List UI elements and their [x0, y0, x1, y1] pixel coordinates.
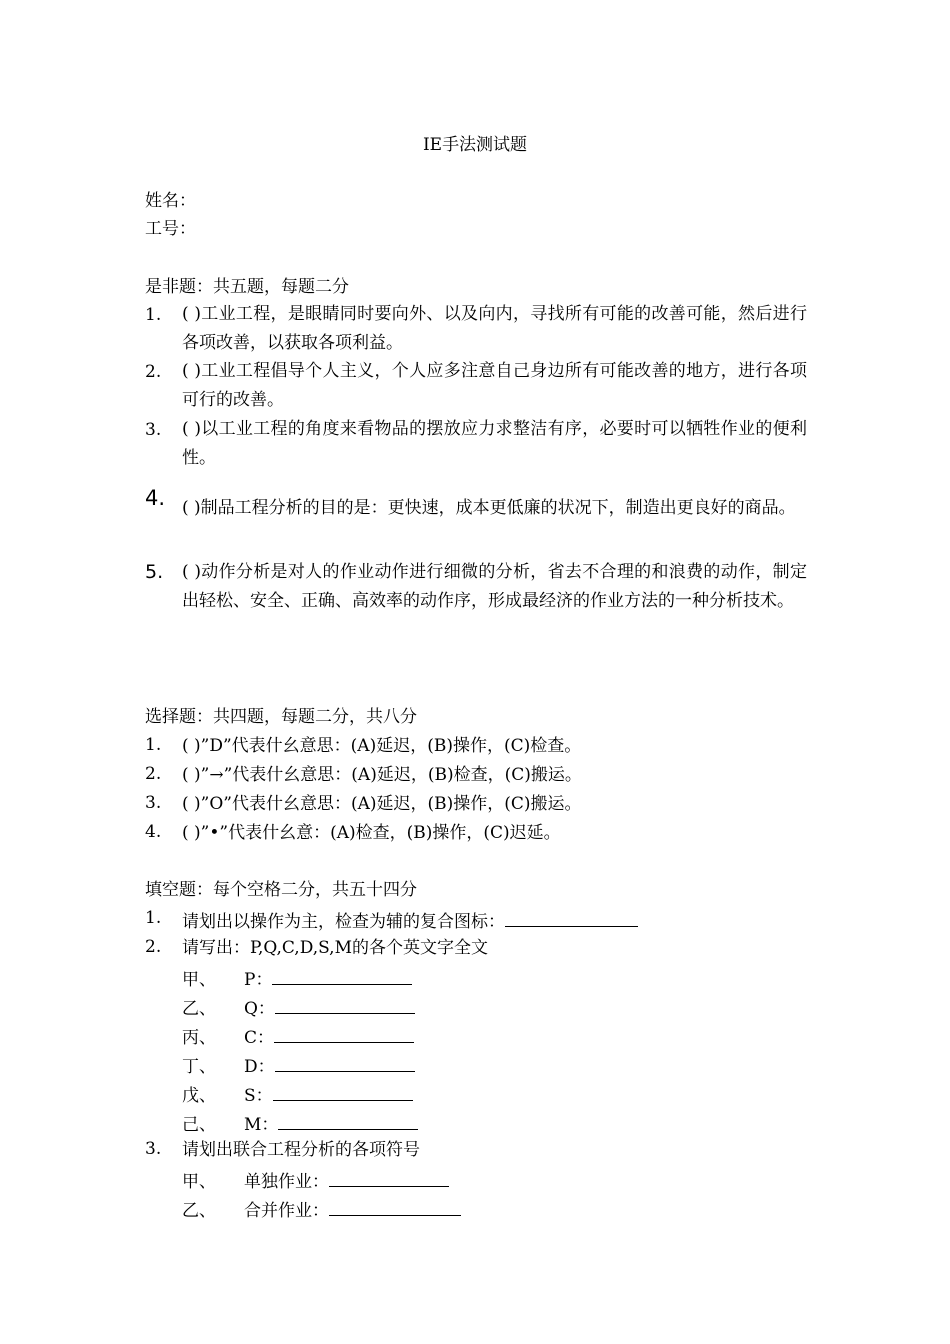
sub-item-label: P： [244, 970, 273, 990]
fill-item-number: 2. [145, 937, 162, 957]
sub-item [182, 1082, 413, 1107]
fill-item-number: 1. [145, 908, 162, 928]
sub-item-mark: 乙、 [182, 1201, 216, 1221]
sub-item-label: 合并作业： [244, 1201, 329, 1221]
answer-blank[interactable] [273, 1082, 413, 1101]
tf-item-text: ( )以工业工程的角度来看物品的摆放应力求整洁有序，必要时可以牺牲作业的便利性。 [182, 419, 807, 468]
true-false-heading: 是非题：共五题，每题二分 [145, 277, 349, 297]
answer-blank[interactable] [274, 1024, 414, 1043]
fill-item-text: 请划出以操作为主，检查为辅的复合图标： [182, 912, 505, 932]
choice-item-text: ( )”D”代表什幺意思：(A)延迟，(B)操作，(C)检查。 [182, 736, 582, 756]
employee-id-label: 工号： [145, 219, 196, 239]
choice-item-text: ( )”O”代表什幺意思：(A)延迟，(B)操作，(C)搬运。 [182, 794, 582, 814]
sub-item-mark: 丁、 [182, 1057, 216, 1077]
sub-item-label: S： [244, 1086, 273, 1106]
sub-item-label: C： [244, 1028, 275, 1048]
sub-item-label: 单独作业： [244, 1172, 329, 1192]
sub-item [182, 1053, 415, 1078]
sub-item-mark: 己、 [182, 1115, 216, 1135]
fill-item-text: 请写出：P,Q,C,D,S,M的各个英文字全文 [182, 938, 488, 958]
name-label: 姓名： [145, 191, 196, 211]
answer-blank[interactable] [329, 1197, 461, 1216]
tf-item-text: ( )工业工程倡导个人主义，个人应多注意自己身边所有可能改善的地方，进行各项可行的改善。 [182, 361, 807, 410]
choice-heading: 选择题：共四题，每题二分，共八分 [145, 707, 417, 727]
sub-item [182, 1111, 418, 1136]
answer-blank[interactable] [275, 995, 415, 1014]
fill-heading: 填空题：每个空格二分，共五十四分 [145, 880, 417, 900]
sub-item [182, 966, 412, 991]
sub-item-mark: 戊、 [182, 1086, 216, 1106]
tf-item-number: 1. [145, 305, 162, 325]
choice-item-number: 3. [145, 793, 162, 813]
sub-item-label: M： [244, 1115, 279, 1135]
sub-item [182, 1168, 449, 1193]
choice-item-number: 2. [145, 764, 162, 784]
answer-blank[interactable] [329, 1168, 449, 1187]
tf-item-text: ( )动作分析是对人的作业动作进行细微的分析，省去不合理的和浪费的动作，制定出轻松、安全、正确、高效率的动作序，形成最经济的作业方法的一种分析技术。 [182, 562, 807, 611]
answer-blank[interactable] [275, 1053, 415, 1072]
answer-blank[interactable] [278, 1111, 418, 1130]
sub-item [182, 1024, 414, 1049]
page-title: IE手法测试题 [422, 135, 528, 155]
fill-item-number: 3. [145, 1139, 162, 1159]
sub-item-mark: 乙、 [182, 999, 216, 1019]
choice-item-text: ( )”→”代表什幺意思：(A)延迟，(B)检查，(C)搬运。 [182, 765, 582, 785]
answer-blank[interactable] [505, 908, 638, 927]
fill-item [182, 908, 638, 933]
fill-item-text: 请划出联合工程分析的各项符号 [182, 1140, 420, 1160]
sub-item [182, 1197, 461, 1222]
tf-item-number: 4. [145, 486, 166, 510]
tf-item-number: 2. [145, 362, 162, 382]
answer-blank[interactable] [272, 966, 412, 985]
sub-item-label: Q： [244, 999, 275, 1019]
choice-item-number: 1. [145, 735, 162, 755]
tf-item-number: 3. [145, 420, 162, 440]
choice-item-text: ( )”•”代表什幺意：(A)检查，(B)操作，(C)迟延。 [182, 823, 561, 843]
sub-item-mark: 甲、 [182, 970, 216, 990]
tf-item-text: ( )工业工程，是眼睛同时要向外、以及向内，寻找所有可能的改善可能，然后进行各项改善，以获取各项利益。 [182, 304, 807, 353]
sub-item-mark: 甲、 [182, 1172, 216, 1192]
tf-item-number: 5. [145, 561, 164, 583]
sub-item-mark: 丙、 [182, 1028, 216, 1048]
choice-item-number: 4. [145, 822, 162, 842]
sub-item-label: D： [244, 1057, 275, 1077]
tf-item-text: ( )制品工程分析的目的是：更快速，成本更低廉的状况下，制造出更良好的商品。 [182, 498, 796, 518]
sub-item [182, 995, 415, 1020]
